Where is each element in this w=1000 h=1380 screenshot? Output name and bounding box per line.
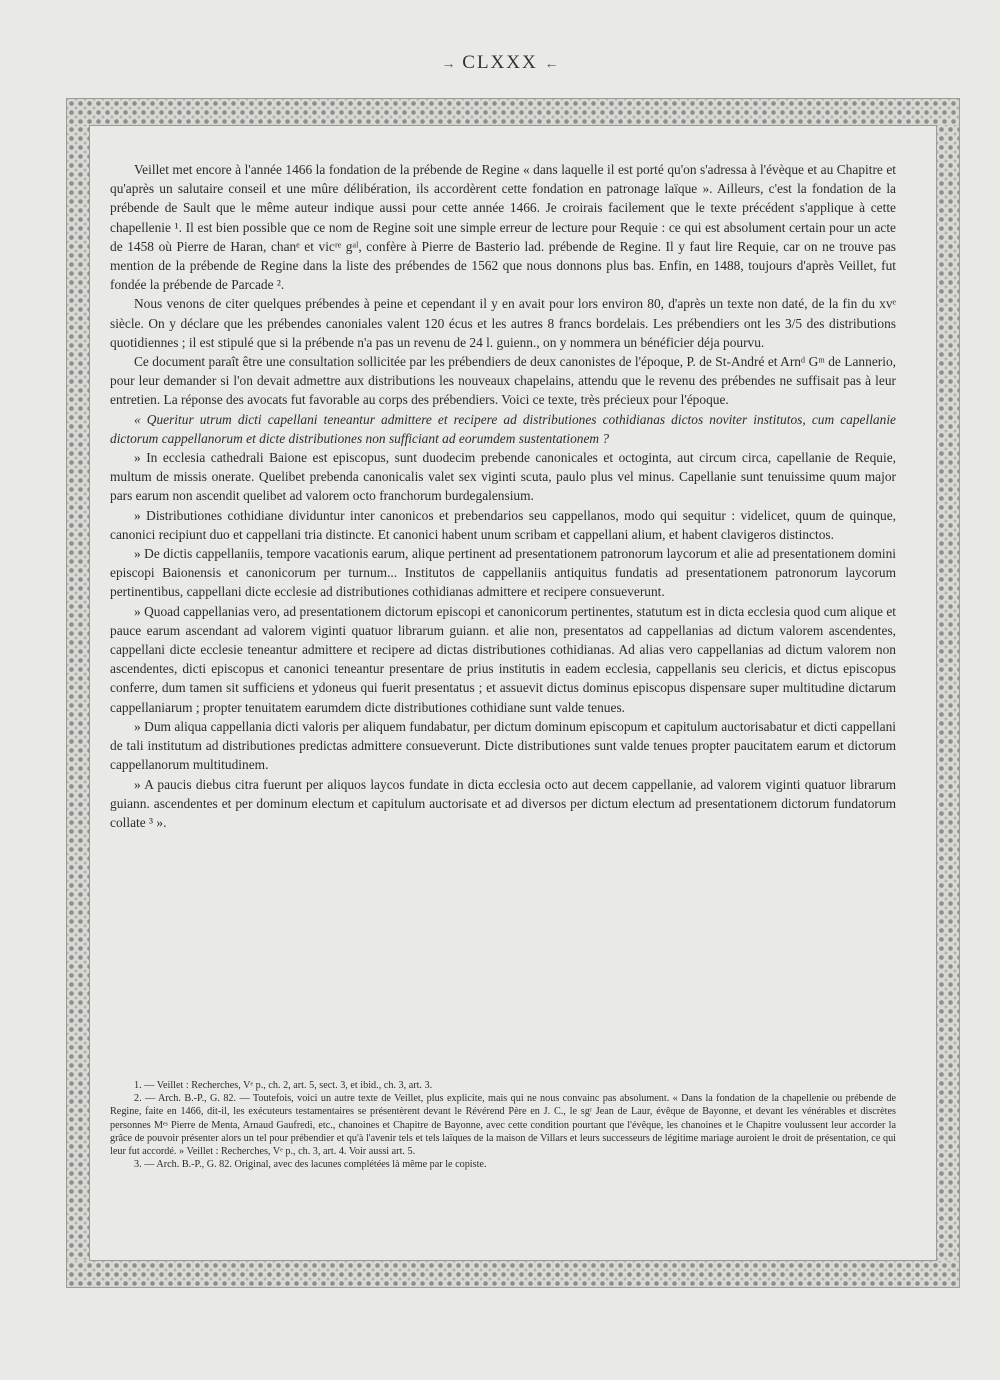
footnotes [110, 1079, 896, 1171]
paragraph: Nous venons de citer quelques prébendes à peine et cependant il y en avait pour lors environ 80, d'après un texte non daté, de la fin du xvᵉ siècle. On y déclare que les prébendes canoniales valent 120 écus et les autres 8 francs bordelais. Les prébendiers ont les 3/5 des distributions quotidiennes ; il est stipulé que si la prébende n'a pas un revenu de 24 l. guienn., on y nommera un bénéficier déja pourvu. [110, 296, 896, 350]
footnote: 1. — Veillet : Recherches, Vᵉ p., ch. 2, art. 5, sect. 3, et ibid., ch. 3, art. 3. [134, 1080, 433, 1091]
footnote: 3. — Arch. B.-P., G. 82. Original, avec des lacunes complétées là même par le copiste. [134, 1159, 487, 1171]
page-number-label: CLXXX [462, 52, 538, 73]
latin-quote-paragraph: » Dum aliqua cappellania dicti valoris per aliquem fundabatur, per dictum dominum episcopum et capitulum auctorisabatur et dicti cappellani de tali institutum ad distributiones predictas admittere consueverunt. Dicte distributiones sunt valde tenues propter paucitatem earum et dictorum cappellanorum multitudinem. [110, 718, 896, 773]
ornament-left: → [441, 57, 456, 72]
page-number [0, 52, 1000, 74]
latin-quote-paragraph: » Distributiones cothidiane dividuntur inter canonicos et prebendarios seu cappellanos, modo qui sequitur : videlicet, quum de quinque, canonici recipiunt duo et cappellani tria distincte. Et canonici habent unum scribam et cappellani alium, et habent clavigeros distinctos. [110, 507, 896, 542]
latin-quote-paragraph: » Quoad cappellanias vero, ad presentationem dictorum episcopi et canonicorum pertinentes, statutum est in dicta ecclesia quod cum alique et pauce earum ascendant ad valorem viginti quatuor librarum guiann. et alie non, presentatos ad cappellanias ad dictum valorem ascendentes, cappellani dicte ecclesie teneantur admittere et recipere ad dictas distributiones cothidianas. Ad alias vero cappellanias ad dictum valorem non ascendentes, dicti episcopus et canonici teneantur presentare de prius institutis in eadem ecclesia, cappellanis seu clericis, et dictus episcopus conferre, dum tamen sit sufficiens et ydoneus qui fuerit presentatus ; et assuevit dictus dominus episcopus dispensare super multitudine dictarum cappellaniarum ; propter tenuitatem earumdem dicte distributiones cothidiane sunt valde tenues. [110, 603, 896, 715]
latin-quote-paragraph: » A paucis diebus citra fuerunt per aliquos laycos fundate in dicta ecclesia octo aut decem cappellanie, ad valorem viginti quatuor librarum guiann. ascendentes et per dominum electum et capitulum auctorisate et ad diversos per dictum electum ad presentationem dictorum fundatorum collate ³ ». [110, 776, 896, 830]
paragraph: Veillet met encore à l'année 1466 la fondation de la prébende de Regine « dans laquelle il est porté qu'on s'adressa à l'évèque et au Chapitre et qu'après un salutaire conseil et une mûre délibération, ils accordèrent cette fondation en patronage laïque ». Ailleurs, c'est la fondation de la prébende de Sault que le même auteur indique aussi pour cette année 1466. Je croirais facilement que le texte précédent s'applique à cette chapellenie ¹. Il est bien possible que ce nom de Regine soit une simple erreur de lecture pour Requie : ce qui est absolument certain pour un acte de 1458 où Pierre de Haran, chanᵉ et vicʳᵉ gᵃˡ, confère à Pierre de Basterio lad. prébende de Regine. Il y faut lire Requie, car on ne trouve pas mention de la prébende de Regine dans la liste des prébendes de 1562 que nous donnons plus bas. Enfin, en 1488, toujours d'après Veillet, fut fondée la prébende de Parcade ². [110, 162, 896, 293]
frame-border-bottom [67, 1260, 959, 1287]
latin-quote-paragraph: » De dictis cappellaniis, tempore vacationis earum, alique pertinent ad presentationem patronorum laycorum et alie ad presentationem domini episcopi Baionensis et canonicorum per turnum... Institutos de cappellaniis antiquitus fundatis ad presentationem patronorum laycorum pertinentibus, cappellani dicte ecclesie ad distributiones cothidianas admittere et recipere consueverunt. [110, 546, 896, 600]
latin-quote-paragraph: » In ecclesia cathedrali Baione est episcopus, sunt duodecim prebende canonicales et octoginta, aut circum circa, capellanie de Requie, multum de missis onerate. Quelibet prebenda canonicalis valet sex viginti scuta, paulo plus vel minus. Capellanie sunt tenuissime quum major pars earum non ascendit quelibet ad valorem octo franchorum burdegalensium. [110, 450, 896, 504]
frame-border-top [67, 99, 959, 126]
footnote: 2. — Arch. B.-P., G. 82. — Toutefois, voici un autre texte de Veillet, plus explicite, mais qui ne nous convainc pas absolument. « Dans la fondation de la chapellenie ou prébende de Regine, faite en 1466, dit-il, les exécuteurs testamentaires se présentèrent devant le Révérend Père en J. C., le sgʳ Jean de Laur, évêque de Bayonne, et devant les vénérables et discrètes personnes Mᵉˢ Pierre de Menta, Arnaud Gaufredi, etc., chanoines et Chapitre de Bayonne, avec cette condition pourtant que l'évêque, les chanoines et le Chapitre voulussent leur accorder la grâce de pouvoir présenter alors un tel pour prébendier et qu'à l'avenir tels et tels laïques de la maison de Villars et leurs successeurs de légitime mariage auroient le droit de présentation, ce qui leur fut accordé. » Veillet : Recherches, Vᵉ p., ch. 3, art. 4. Voir aussi art. 5. [110, 1093, 896, 1158]
latin-quote-paragraph: « Queritur utrum dicti capellani teneantur admittere et recipere ad distributiones cothidianas dictos noviter institutos, cum capellanie dictorum cappellanorum et dicte distributiones non sufficiant ad eorumdem sustentationem ? [110, 411, 896, 446]
frame-border-right [936, 125, 959, 1261]
frame-border-left [67, 125, 90, 1261]
paragraph: Ce document paraît être une consultation sollicitée par les prébendiers de deux canonistes de l'époque, P. de St-André et Arnᵈ Gᵐ de Lannerio, pour leur demander si l'on devait admettre aux distributions les nouveaux chapelains, attendu que le revenu des prébendes ne suffisait pas à leur entretien. La réponse des avocats fut favorable au corps des prébendiers. Voici ce texte, très précieux pour l'époque. [110, 354, 896, 408]
main-text [110, 160, 896, 832]
ornament-right: ← [544, 57, 559, 72]
